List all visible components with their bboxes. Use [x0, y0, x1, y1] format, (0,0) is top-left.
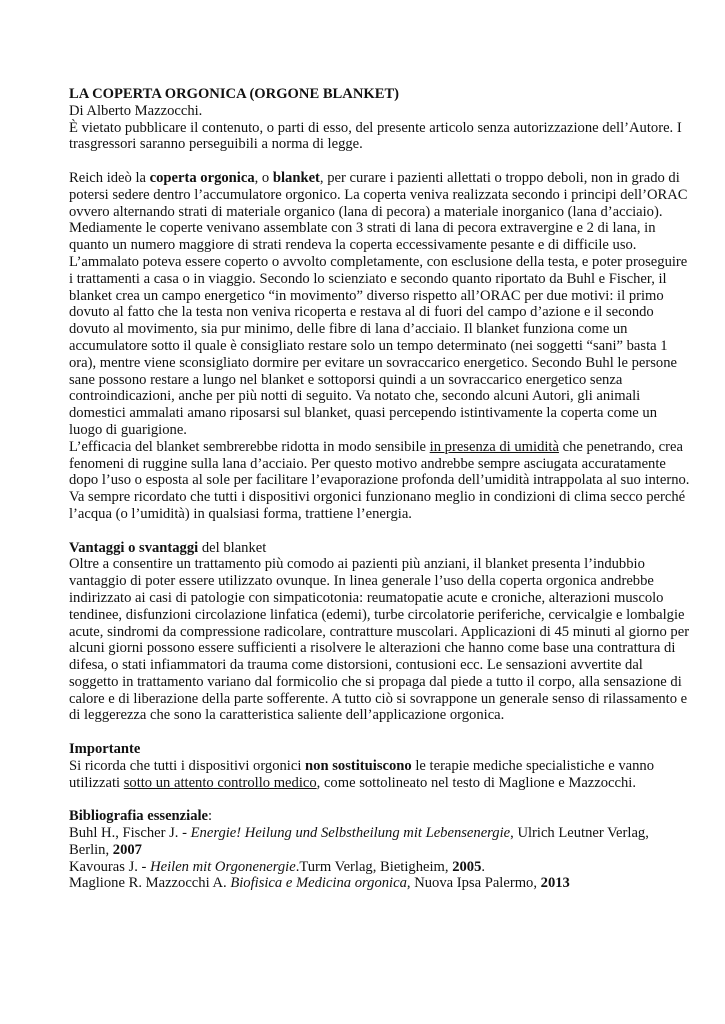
article-title: LA COPERTA ORGONICA (ORGONE BLANKET)	[69, 86, 400, 102]
term-coperta-orgonica: coperta orgonica	[149, 169, 255, 186]
underlined-controllo-medico: sotto un attento controllo medico	[123, 774, 317, 791]
article-author: Di Alberto Mazzocchi.	[69, 102, 203, 119]
copyright-notice: È vietato pubblicare il contenuto, o parti di esso, del presente articolo senza autorizzazione dell’Autore. I trasgressori saranno perseguibili a norma di legge.	[69, 119, 682, 153]
intro-paragraph: Reich ideò la coperta orgonica, o blanket, per curare i pazienti allettati o troppo deboli, non in grado di potersi sedere dentro l’accumulatore orgonico. La coperta veniva realizzata secondo i principi dell’ORAC ovvero alternando strati di materiale organico (lana di pecora) a materiale inorganico (lana d’acciaio). Mediamente le coperte venivano assemblate con 3 strati di lana di pecora extravergine e 2 di lana, in quanto un numero maggiore di strati rendeva la coperta eccessivamente pesante e di difficile uso. L’ammalato poteva essere coperto o avvolto completamente, con esclusione della testa, e poter proseguire i trattamenti a casa o in viaggio. Secondo lo scienziato e secondo quanto riportato da Buhl e Fischer, il blanket crea un campo energetico “in movimento” diverso rispetto all’ORAC per due motivi: il primo dovuto al fatto che la testa non veniva ricoperta e restava al di fuori del campo d’azione e il secondo dovuto al movimento, sia pur minimo, delle fibre di lana d’acciaio. Il blanket funziona come un accumulatore sotto il quale è consigliato restare solo un tempo determinato (nei soggetti “sani” basta 1 ora), mentre viene sconsigliato dormire per evitare un sovraccarico energetico. Secondo Buhl le persone sane possono restare a lungo nel blanket e sottoporsi quindi a un sovraccarico energetico senza controindicazioni, anche per più notti di seguito. Va notato che, secondo alcuni Autori, gli animali domestici ammalati amano riposarsi sul blanket, quasi percependo istintivamente la coperta come un luogo di guarigione.	[69, 169, 688, 438]
underlined-umidita: in presenza di umidità	[429, 438, 559, 455]
reference-maglione: Maglione R. Mazzocchi A. Biofisica e Medicina orgonica, Nuova Ipsa Palermo, 2013	[69, 875, 570, 892]
section-heading-bibliografia: Bibliografia essenziale:	[69, 808, 213, 825]
humidity-paragraph: L’efficacia del blanket sembrerebbe ridotta in modo sensibile in presenza di umidità che penetrando, crea fenomeni di ruggine sulla lana d’acciaio. Per questo motivo andrebbe sempre asciugata accuratamente dopo l’uso o esposta al sole per facilitare l’evaporazione profonda dell’umidità intrappolata al suo interno. Va sempre ricordato che tutti i dispositivi orgonici funzionano meglio in condizioni di clima secco perché l’acqua (o l’umidità) in qualsiasi forma, trattiene l’energia.	[69, 438, 690, 522]
document-page	[69, 86, 691, 892]
section-heading-vantaggi: Vantaggi o svantaggi del blanket	[69, 539, 267, 556]
vantaggi-paragraph: Oltre a consentire un trattamento più comodo ai pazienti più anziani, il blanket presenta l’indubbio vantaggio di poter essere utilizzato ovunque. In linea generale l’uso della coperta orgonica andrebbe indirizzato ai casi di patologie con simpaticotonia: reumatopatie acute e croniche, alterazioni muscolo tendinee, disfunzioni circolazione linfatica (edemi), turbe circolatorie periferiche, cervicalgie e lombalgie acute, sindromi da compressione radicolare, contratture muscolari. Applicazioni di 45 minuti al giorno per alcuni giorni possono essere sufficienti a risolvere le alterazioni che hanno come base una contrattura di difesa, o stati infiammatori da trauma come distorsioni, contusioni ecc. Le sensazioni avvertite dal soggetto in trattamento variano dal formicolio che si propaga dal piede a tutto il corpo, alla sensazione di calore e di liberazione della parte sofferente. A tutto ciò si sovrappone un generale senso di rilassamento e di leggerezza che sono la caratteristica saliente dell’applicazione orgonica.	[69, 556, 690, 724]
section-heading-importante: Importante	[69, 741, 141, 758]
reference-buhl: Buhl H., Fischer J. - Energie! Heilung und Selbstheilung mit Lebensenergie, Ulrich Leutner Verlag, Berlin, 2007	[69, 825, 649, 858]
term-blanket: blanket	[272, 169, 320, 186]
importante-paragraph: Si ricorda che tutti i dispositivi orgonici non sostituiscono le terapie mediche specialistiche e vanno utilizzati sotto un attento controllo medico, come sottolineato nel testo di Maglione e Mazzocchi.	[69, 757, 655, 791]
bold-non-sostituiscono: non sostituiscono	[305, 757, 412, 774]
reference-kavouras: Kavouras J. - Heilen mit Orgonenergie.Turm Verlag, Bietigheim, 2005.	[69, 858, 486, 875]
